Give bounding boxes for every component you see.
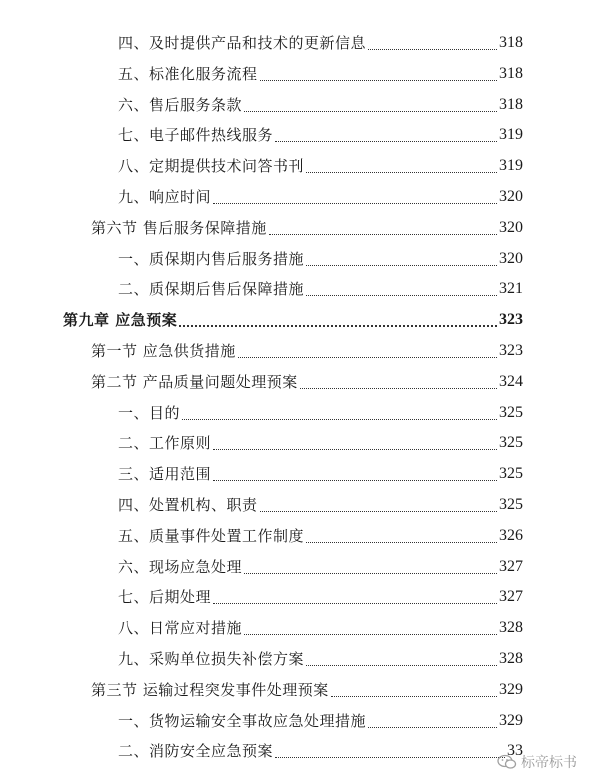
- toc-entry-title: 七、后期处理: [118, 588, 212, 607]
- toc-entry-page-number: 320: [499, 188, 523, 205]
- dot-leader: [275, 141, 497, 142]
- dot-leader: [306, 265, 497, 266]
- dot-leader: [179, 325, 497, 327]
- toc-entry-page-number: 319: [499, 126, 523, 144]
- toc-entry-title: 二、质保期后售后保障措施: [118, 280, 305, 299]
- toc-entry-page-number: 327: [499, 557, 523, 575]
- toc-entry-item[interactable]: [118, 31, 523, 55]
- toc-entry-page-number: 321: [499, 280, 523, 298]
- toc-entry-page-number: 328: [499, 650, 523, 667]
- watermark: [497, 752, 577, 772]
- toc-entry-item[interactable]: [118, 493, 523, 517]
- toc-entry-page-number: 329: [499, 711, 523, 729]
- toc-entry-item[interactable]: [118, 154, 523, 178]
- toc-entry-section[interactable]: [91, 216, 523, 240]
- dot-leader: [213, 603, 497, 604]
- dot-leader: [306, 665, 497, 666]
- toc-entry-page-number: 325: [499, 496, 523, 513]
- toc-entry-page-number: 325: [499, 465, 523, 483]
- dot-leader: [306, 172, 497, 173]
- dot-leader: [306, 295, 497, 296]
- dot-leader: [213, 449, 497, 450]
- toc-entry-item[interactable]: [118, 709, 523, 733]
- toc-entry-page-number: 318: [499, 95, 523, 113]
- toc-entry-item[interactable]: [118, 93, 523, 117]
- toc-entry-page-number: 324: [499, 372, 523, 390]
- toc-entry-title: 五、标准化服务流程: [118, 64, 258, 83]
- toc-entry-item[interactable]: [118, 462, 523, 486]
- toc-entry-title: 一、货物运输安全事故应急处理措施: [118, 711, 367, 730]
- toc-entry-item[interactable]: [118, 585, 523, 609]
- toc-entry-title: 第一节 应急供货措施: [91, 342, 236, 360]
- toc-entry-page-number: 325: [499, 434, 523, 452]
- toc-entry-title: 八、日常应对措施: [118, 619, 243, 638]
- toc-entry-item[interactable]: [118, 616, 523, 640]
- wechat-icon: [497, 754, 517, 770]
- toc-entry-title: 四、及时提供产品和技术的更新信息: [118, 34, 367, 52]
- toc-entry-page-number: 320: [499, 249, 523, 267]
- toc-entry-item[interactable]: [118, 647, 523, 671]
- dot-leader: [368, 727, 497, 728]
- dot-leader: [238, 357, 497, 358]
- toc-entry-title: 八、定期提供技术问答书刊: [118, 157, 305, 176]
- toc-entry-section[interactable]: [91, 678, 523, 702]
- toc-entry-section[interactable]: [91, 370, 523, 394]
- dot-leader: [182, 419, 497, 420]
- dot-leader: [368, 49, 497, 50]
- toc-entry-page-number: 323: [499, 342, 523, 359]
- toc-entry-page-number: 326: [499, 526, 523, 544]
- toc-entry-page-number: 33: [507, 742, 523, 760]
- watermark-text: 标帝标书: [521, 755, 577, 771]
- toc-entry-section[interactable]: [91, 339, 523, 363]
- toc-entry-title: 二、消防安全应急预案: [118, 742, 274, 761]
- dot-leader: [306, 542, 497, 543]
- toc-entry-title: 六、售后服务条款: [118, 95, 243, 114]
- dot-leader: [331, 696, 497, 697]
- toc-entry-page-number: 320: [499, 218, 523, 236]
- toc-entry-item[interactable]: [118, 739, 523, 763]
- toc-entry-title: 第九章 应急预案: [63, 311, 178, 330]
- toc-entry-title: 四、处置机构、职责: [118, 496, 258, 514]
- toc-entry-item[interactable]: [118, 401, 523, 425]
- toc-entry-page-number: 318: [499, 34, 523, 51]
- dot-leader: [213, 203, 497, 204]
- toc-entry-page-number: 319: [499, 157, 523, 175]
- dot-leader: [244, 634, 497, 635]
- toc-entry-item[interactable]: [118, 277, 523, 301]
- toc-entry-title: 一、质保期内售后服务措施: [118, 249, 305, 268]
- toc-entry-title: 一、目的: [118, 403, 181, 422]
- toc-entry-page-number: 325: [499, 403, 523, 421]
- toc-entry-title: 九、响应时间: [118, 188, 212, 206]
- toc-entry-item[interactable]: [118, 123, 523, 147]
- toc-entry-title: 五、质量事件处置工作制度: [118, 526, 305, 545]
- toc-entry-chapter[interactable]: [63, 308, 523, 332]
- dot-leader: [275, 757, 505, 758]
- toc-entry-title: 七、电子邮件热线服务: [118, 126, 274, 145]
- toc-entry-page-number: 318: [499, 64, 523, 82]
- toc-entry-title: 第三节 运输过程突发事件处理预案: [91, 680, 329, 699]
- dot-leader: [300, 388, 497, 389]
- dot-leader: [269, 234, 497, 235]
- toc-entry-page-number: 329: [499, 680, 523, 698]
- toc-entry-page-number: 323: [499, 311, 523, 329]
- toc-entry-title: 九、采购单位损失补偿方案: [118, 650, 305, 668]
- toc-entry-page-number: 328: [499, 619, 523, 637]
- toc-entry-title: 六、现场应急处理: [118, 557, 243, 576]
- toc-entry-item[interactable]: [118, 185, 523, 209]
- dot-leader: [244, 573, 497, 574]
- dot-leader: [213, 480, 497, 481]
- dot-leader: [260, 511, 497, 512]
- toc-entry-item[interactable]: [118, 247, 523, 271]
- toc-entry-item[interactable]: [118, 62, 523, 86]
- dot-leader: [260, 80, 497, 81]
- dot-leader: [244, 111, 497, 112]
- toc-entry-item[interactable]: [118, 431, 523, 455]
- toc-entry-item[interactable]: [118, 555, 523, 579]
- toc-entry-item[interactable]: [118, 524, 523, 548]
- toc-entry-title: 第六节 售后服务保障措施: [91, 218, 267, 237]
- toc-entry-title: 第二节 产品质量问题处理预案: [91, 372, 298, 391]
- toc-entry-title: 二、工作原则: [118, 434, 212, 453]
- toc-entry-page-number: 327: [499, 588, 523, 606]
- toc-entry-title: 三、适用范围: [118, 465, 212, 484]
